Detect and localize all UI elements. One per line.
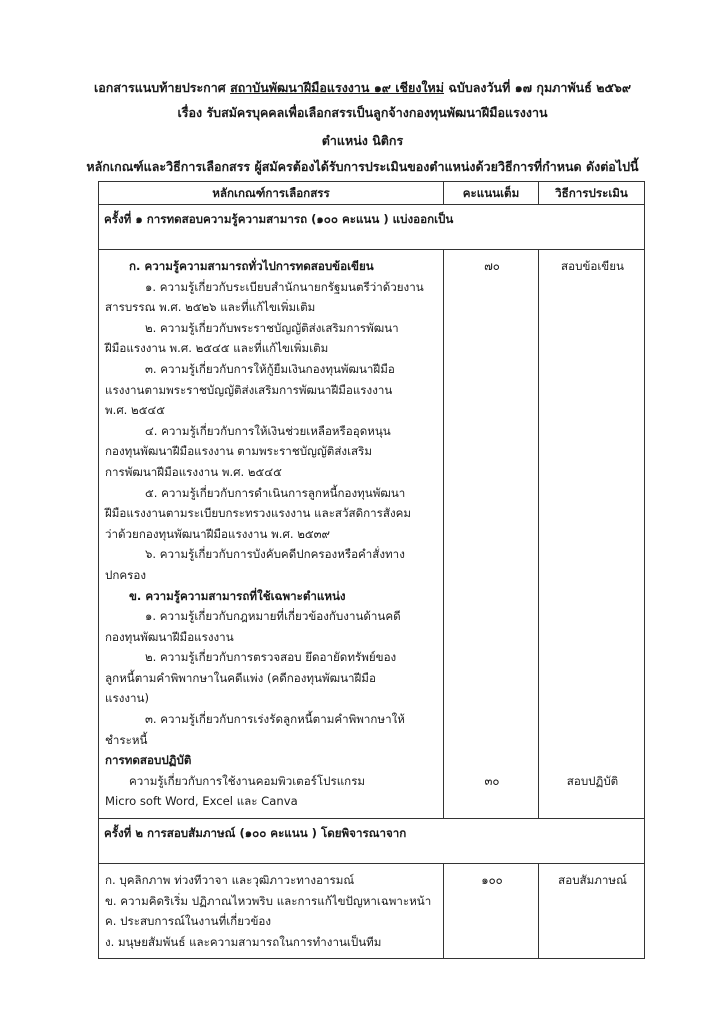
round2-body-row [99,864,645,959]
list-item: ๓. ความรู้เกี่ยวกับการให้กู้ยืมเงินกองทุนพัฒนาฝีมือ [145,361,395,376]
criteria-intro: หลักเกณฑ์และวิธีการเลือกสรร ผู้สมัครต้องได้รับการประเมินของตำแหน่งด้วยวิธีการที่กำหนด ดังต่อไปนี้ [86,159,639,174]
round1-heading-row [99,205,645,250]
list-item: ฝีมือแรงงาน พ.ศ. ๒๕๔๕ และที่แก้ไขเพิ่มเติม [105,341,329,356]
list-item: ง. มนุษยสัมพันธ์ และความสามารถในการทำงานเป็นทีม [105,934,382,949]
written-method: สอบข้อเขียน [561,259,624,273]
list-item: แรงงาน) [105,691,149,706]
written-score: ๗๐ [484,259,500,273]
list-item: ลูกหนี้ตามคำพิพากษาในคดีแพ่ง (คดีกองทุนพัฒนาฝีมือ [105,670,376,685]
list-item: ๖. ความรู้เกี่ยวกับการบังคับคดีปกครองหรือคำสั่งทาง [145,547,405,562]
round1-heading: ครั้งที่ ๑ การทดสอบความรู้ความสามารถ (๑๐๐ คะแนน ) แบ่งออกเป็น [99,205,645,250]
list-item: ความรู้เกี่ยวกับการใช้งานคอมพิวเตอร์โปรแกรม [129,773,366,788]
interview-method: สอบสัมภาษณ์ [558,873,627,888]
header-subject: เรื่อง รับสมัครบุคคลเพื่อเลือกสรรเป็นลูกจ้างกองทุนพัฒนาฝีมือแรงงาน [177,105,548,120]
practical-score: ๓๐ [484,773,500,788]
list-item: ค. ประสบการณ์ในงานที่เกี่ยวข้อง [105,914,272,929]
list-item: ข. ความคิดริเริ่ม ปฏิภาณไหวพริบ และการแก้ไขปัญหาเฉพาะหน้า [105,893,432,908]
round2-heading-row [99,819,645,864]
list-item: กองทุนพัฒนาฝีมือแรงงาน [105,629,234,644]
section-b-title: ข. ความรู้ความสามารถที่ใช้เฉพาะตำแหน่ง [129,588,346,603]
list-item: ๒. ความรู้เกี่ยวกับพระราชบัญญัติส่งเสริมการพัฒนา [145,320,399,335]
round1-method-cell [539,250,645,819]
header-date: ฉบับลงวันที่ ๑๗ กุมภาพันธ์ ๒๕๖๙ [448,80,632,95]
round2-heading: ครั้งที่ ๒ การสอบสัมภาษณ์ (๑๐๐ คะแนน ) โดยพิจารณาจาก [99,819,645,864]
list-item: ๓. ความรู้เกี่ยวกับการเร่งรัดลูกหนี้ตามคำพิพากษาให้ [145,712,405,727]
header-organization: สถาบันพัฒนาฝีมือแรงงาน ๑๙ เชียงใหม่ [230,80,445,95]
list-item: ๕. ความรู้เกี่ยวกับการดำเนินการลูกหนี้กองทุนพัฒนา [145,485,406,500]
round1-criteria-cell [99,250,444,819]
round2-criteria-cell [99,864,444,959]
practical-method: สอบปฏิบัติ [566,773,619,788]
section-a-title: ก. ความรู้ความสามารถทั่วไปการทดสอบข้อเขียน [129,259,374,273]
list-item: ๑. ความรู้เกี่ยวกับระเบียบสำนักนายกรัฐมนตรีว่าด้วยงาน [145,279,424,294]
list-item: การพัฒนาฝีมือแรงงาน พ.ศ. ๒๕๔๕ [105,464,282,479]
col-header-method: วิธีการประเมิน [539,182,645,205]
list-item: ว่าด้วยกองทุนพัฒนาฝีมือแรงงาน พ.ศ. ๒๕๓๙ [105,526,331,541]
header-line-1 [0,78,725,98]
round1-body-row [99,250,645,819]
round1-score-cell [444,250,539,819]
round2-method-cell [539,864,645,959]
criteria-table [98,181,645,959]
list-item: พ.ศ. ๒๕๔๕ [105,403,166,418]
practical-test-title: การทดสอบปฏิบัติ [105,753,192,768]
interview-score: ๑๐๐ [481,873,503,888]
header-position: ตำแหน่ง นิติกร [321,133,404,148]
table-header-row [99,182,645,205]
list-item: ๒. ความรู้เกี่ยวกับการตรวจสอบ ยึดอายัดทรัพย์ของ [145,650,397,665]
col-header-criteria: หลักเกณฑ์การเลือกสรร [99,182,444,205]
list-item: Micro soft Word, Excel และ Canva [105,794,298,809]
list-item: ๑. ความรู้เกี่ยวกับกฎหมายที่เกี่ยวข้องกับงานด้านคดี [145,609,401,624]
header-doc-prefix: เอกสารแนบท้ายประกาศ [93,80,226,95]
list-item: ก. บุคลิกภาพ ท่วงทีวาจา และวุฒิภาวะทางอารมณ์ [105,873,355,888]
list-item: ปกครอง [105,567,146,582]
list-item: สารบรรณ พ.ศ. ๒๕๒๖ และที่แก้ไขเพิ่มเติม [105,300,316,315]
col-header-score: คะแนนเต็ม [444,182,539,205]
list-item: กองทุนพัฒนาฝีมือแรงงาน ตามพระราชบัญญัติส่งเสริม [105,444,372,459]
list-item: ชำระหนี้ [105,732,148,747]
list-item: ๔. ความรู้เกี่ยวกับการให้เงินช่วยเหลือหรืออุดหนุน [145,423,391,438]
list-item: ฝีมือแรงงานตามระเบียบกระทรวงแรงงาน และสวัสดิการสังคม [105,506,412,521]
round2-score-cell [444,864,539,959]
list-item: แรงงานตามพระราชบัญญัติส่งเสริมการพัฒนาฝีมือแรงงาน [105,382,393,397]
